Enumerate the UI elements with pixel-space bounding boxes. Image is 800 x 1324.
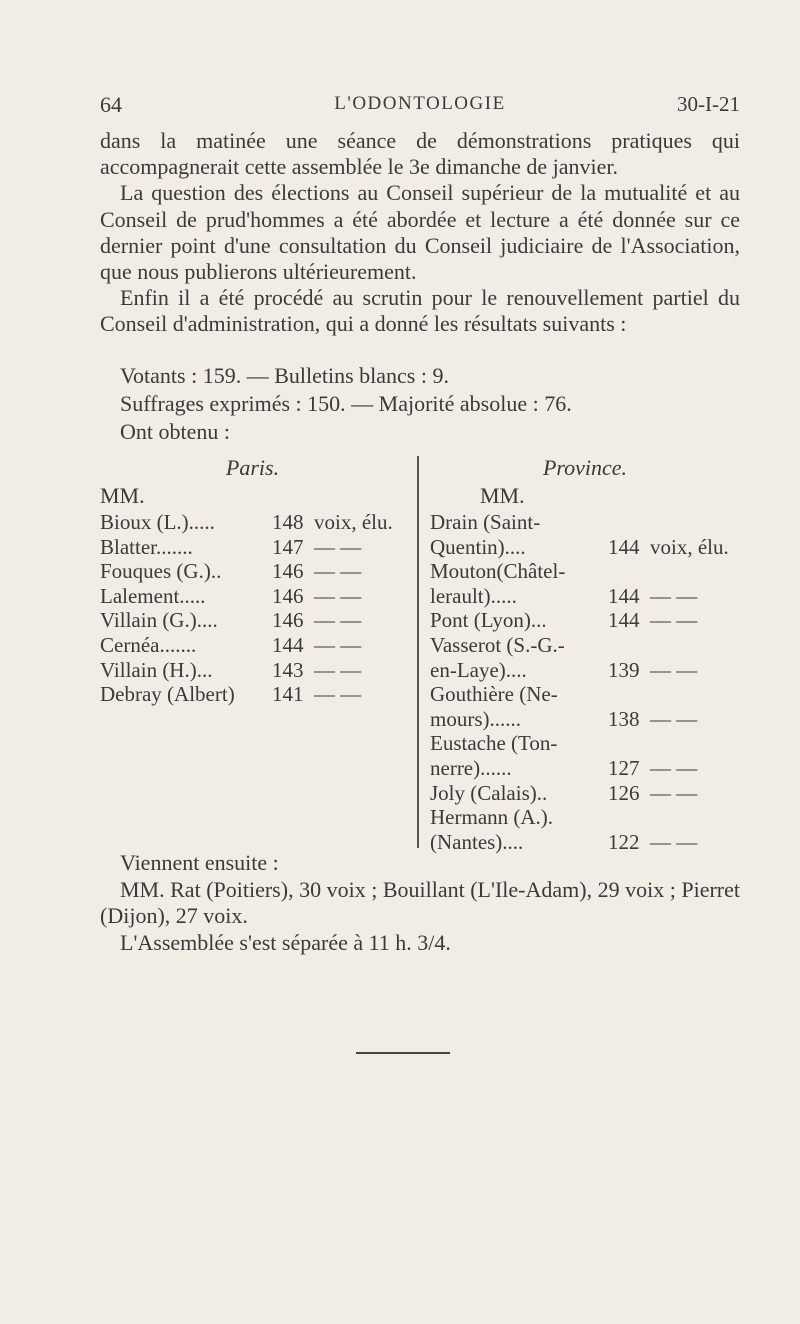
candidate-name: lerault)..... — [430, 583, 517, 608]
candidate-name: Pont (Lyon)... — [430, 608, 547, 633]
candidate-name: Blatter....... — [100, 534, 193, 559]
candidate-name: Hermann (A.). — [430, 805, 554, 830]
vote-mark: — — — [650, 780, 698, 805]
table-row — [430, 608, 740, 633]
vote-count: 146 — [272, 608, 304, 633]
issue-date: 30-I-21 — [677, 92, 740, 116]
table-row — [430, 535, 740, 560]
vote-count: 127 — [608, 755, 640, 780]
table-row — [100, 658, 405, 683]
vote-mark: — — — [314, 682, 362, 707]
candidate-name: Eustache (Ton- — [430, 731, 558, 756]
candidate-name: Fouques (G.).. — [100, 559, 222, 584]
table-row — [100, 608, 405, 633]
table-row — [100, 535, 405, 560]
closing-line: L'Assemblée s'est séparée à 11 h. 3/4. — [120, 929, 451, 955]
vote-mark: — — — [314, 632, 362, 657]
vote-count: 144 — [608, 608, 640, 633]
results-table — [100, 454, 740, 854]
table-row — [430, 781, 740, 806]
table-row — [100, 559, 405, 584]
vote-count: 148 — [272, 510, 304, 534]
viennent-ensuite: Viennent ensuite : — [120, 850, 279, 875]
vote-mark: — — — [650, 608, 698, 633]
vote-mark: — — — [650, 706, 698, 731]
vote-count: 144 — [608, 534, 640, 559]
vote-mark: — — — [650, 583, 698, 608]
vote-count: 147 — [272, 534, 304, 559]
candidate-name: Villain (G.).... — [100, 608, 218, 633]
table-row — [430, 805, 740, 830]
vote-count: 144 — [272, 632, 304, 657]
candidate-name: mours)...... — [430, 706, 521, 731]
vote-count: 144 — [608, 583, 640, 608]
table-row — [100, 682, 405, 707]
end-rule — [356, 1052, 450, 1054]
province-rows — [430, 510, 740, 854]
table-row — [100, 510, 405, 535]
province-heading: Province. — [542, 455, 628, 480]
closing-text — [100, 850, 740, 956]
page-number: 64 — [100, 92, 122, 117]
table-row — [430, 682, 740, 707]
candidate-name: Joly (Calais).. — [430, 780, 548, 805]
paragraph-1: dans la matinée une séance de démonstrations pratiques qui accompagnerait cette assemblée le 3e dimanche de janvier. — [100, 128, 740, 180]
vote-mark: — — — [650, 755, 698, 780]
vote-mark: — — — [314, 608, 362, 633]
vote-mark: — — — [314, 559, 362, 584]
vote-mark: — — — [650, 829, 698, 854]
ont-obtenu-line: Ont obtenu : — [120, 419, 230, 444]
paris-rows — [100, 510, 405, 707]
vote-mark: — — — [650, 657, 698, 682]
candidate-name: (Nantes).... — [430, 829, 524, 854]
paragraph-2: La question des élections au Conseil supérieur de la mutualité et au Conseil de prud'hommes a été abordée et lecture a été donnée sur ce dernier point d'une consultation du Conseil judiciaire de l'Association, que nous publierons ultérieurement. — [100, 180, 740, 285]
running-header — [100, 92, 740, 118]
paris-mm: MM. — [100, 483, 145, 508]
vote-mark: — — — [314, 583, 362, 608]
suffrages-line: Suffrages exprimés : 150. — Majorité absolue : 76. — [120, 391, 572, 416]
table-row — [430, 707, 740, 732]
vote-count: 143 — [272, 657, 304, 682]
candidate-name: en-Laye).... — [430, 657, 527, 682]
vote-count: 138 — [608, 706, 640, 731]
candidate-name: Villain (H.)... — [100, 657, 213, 682]
candidate-name: Debray (Albert) — [100, 682, 235, 707]
journal-title: L'ODONTOLOGIE — [334, 93, 506, 114]
table-row — [100, 584, 405, 609]
paris-column — [100, 454, 405, 707]
table-row — [430, 658, 740, 683]
vote-count: 126 — [608, 780, 640, 805]
vote-mark: voix, élu. — [314, 510, 393, 534]
candidate-name: Lalement..... — [100, 583, 206, 608]
candidate-name: Mouton(Châtel- — [430, 559, 566, 584]
paris-heading: Paris. — [225, 455, 280, 480]
table-row — [430, 756, 740, 781]
vote-mark: voix, élu. — [650, 534, 729, 559]
vote-summary — [100, 362, 740, 446]
vote-count: 146 — [272, 583, 304, 608]
candidate-name: Cernéa....... — [100, 632, 197, 657]
candidate-name: Quentin).... — [430, 534, 526, 559]
candidate-name: Bioux (L.)..... — [100, 510, 215, 534]
candidate-name: nerre)...... — [430, 755, 512, 780]
others-line: MM. Rat (Poitiers), 30 voix ; Bouillant (L'Ile-Adam), 29 voix ; Pierret (Dijon), 27 voix. — [100, 876, 740, 928]
table-row — [430, 731, 740, 756]
vote-count: 122 — [608, 829, 640, 854]
candidate-name: Vasserot (S.-G.- — [430, 632, 565, 657]
vote-mark: — — — [314, 534, 362, 559]
table-row — [430, 633, 740, 658]
table-row — [430, 559, 740, 584]
table-row — [100, 633, 405, 658]
province-mm: MM. — [480, 483, 525, 508]
candidate-name: Gouthière (Ne- — [430, 682, 558, 707]
column-divider — [417, 456, 419, 848]
table-row — [430, 510, 740, 535]
province-column — [430, 454, 740, 854]
vote-count: 141 — [272, 682, 304, 707]
body-text — [100, 128, 740, 338]
paragraph-3: Enfin il a été procédé au scrutin pour le renouvellement partiel du Conseil d'administration, qui a donné les résultats suivants : — [100, 285, 740, 337]
vote-count: 146 — [272, 559, 304, 584]
candidate-name: Drain (Saint- — [430, 510, 541, 534]
vote-mark: — — — [314, 657, 362, 682]
table-row — [430, 584, 740, 609]
votants-line: Votants : 159. — Bulletins blancs : 9. — [120, 363, 449, 388]
vote-count: 139 — [608, 657, 640, 682]
